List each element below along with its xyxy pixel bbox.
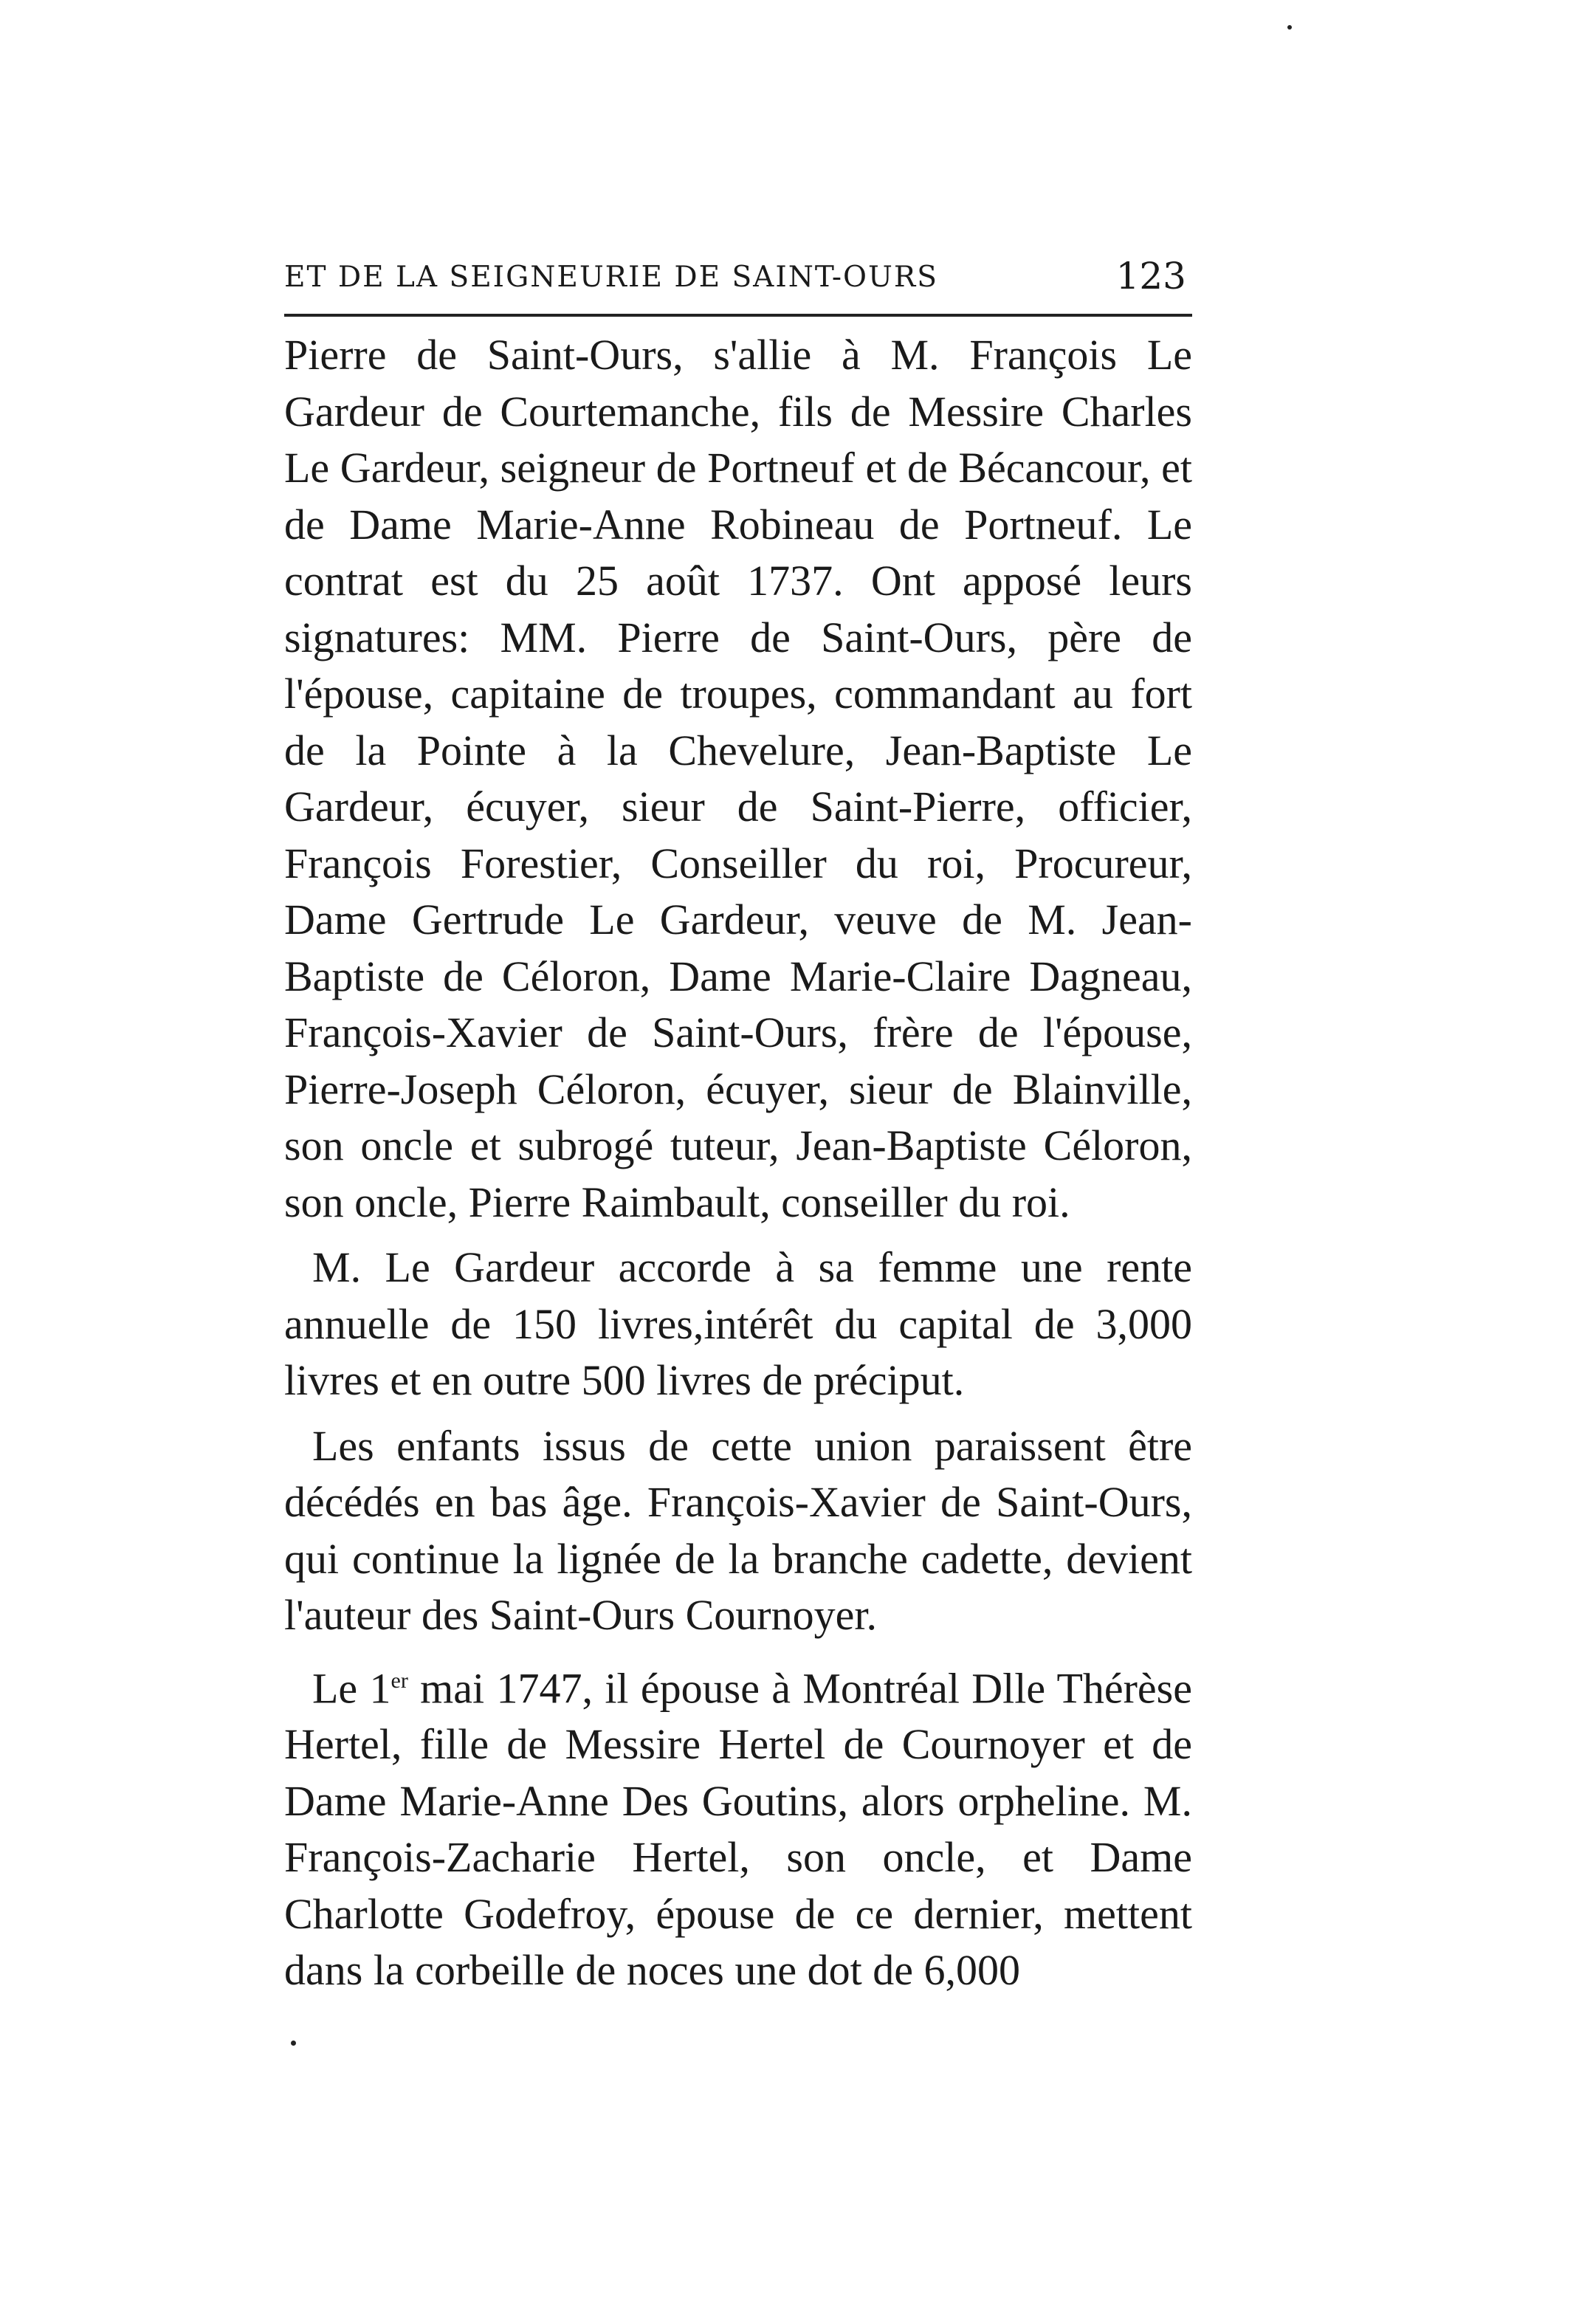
body-text (284, 327, 1192, 1999)
scan-speck-top (1287, 25, 1292, 30)
running-title: ET DE LA SEIGNEURIE DE SAINT-OURS (284, 261, 938, 294)
date-prefix: Le 1 (312, 1663, 391, 1712)
running-head (284, 255, 1192, 317)
paragraph-annuity: M. Le Gardeur accorde à sa femme une rente annuelle de 150 livres,intérêt du capital de 3,000 livres et en outre 500 livres de préciput. (284, 1243, 1192, 1404)
paragraph-rest: mai 1747, il épouse à Montréal Dlle Thérèse Hertel, fille de Messire Hertel de Cournoyer et de Dame Marie-Anne Des Goutins, alors orpheline. M. François-Zacharie Hertel, son oncle, et Dame Charlotte Godefroy, épouse de ce dernier, mettent dans la corbeille de noces une dot de 6,000 (284, 1663, 1192, 1995)
scan-speck-bottom (291, 2041, 296, 2046)
paragraph-children: Les enfants issus de cette union paraissent être décédés en bas âge. François-Xavier de Saint-Ours, qui continue la lignée de la branche cadette, devient l'auteur des Saint-Ours Cournoyer. (284, 1421, 1192, 1639)
page-number: 123 (1115, 255, 1186, 298)
ordinal-superscript: er (390, 1668, 408, 1693)
paragraph-marriage-contract: Pierre de Saint-Ours, s'allie à M. François Le Gardeur de Courtemanche, fils de Messire Charles Le Gardeur, seigneur de Portneuf et de Bécancour, et de Dame Marie-Anne Robineau de Portneuf. Le contrat est du 25 août 1737. Ont apposé leurs signatures: MM. Pierre de Saint-Ours, père de l'épouse, capitaine de troupes, commandant au fort de la Pointe à la Chevelure, Jean-Baptiste Le Gardeur, écuyer, sieur de Saint-Pierre, officier, François Forestier, Conseiller du roi, Procureur, Dame Gertrude Le Gardeur, veuve de M. Jean-Baptiste de Céloron, Dame Marie-Claire Dagneau, François-Xavier de Saint-Ours, frère de l'épouse, Pierre-Joseph Céloron, écuyer, sieur de Blainville, son oncle et subrogé tuteur, Jean-Baptiste Céloron, son oncle, Pierre Raimbault, conseiller du roi. (284, 331, 1192, 1226)
book-page (284, 255, 1192, 1999)
paragraph-second-marriage (284, 1653, 1192, 1999)
